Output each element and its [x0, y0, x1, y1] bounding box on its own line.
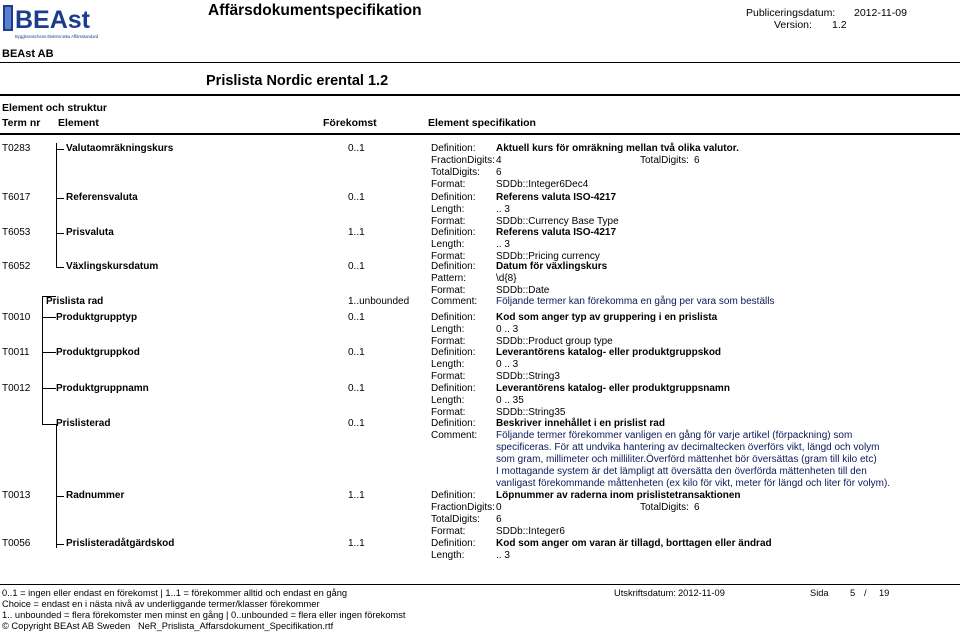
- tree-branch: [56, 149, 64, 150]
- print-date: 2012-11-09: [678, 588, 725, 598]
- tree-branch: [56, 496, 64, 497]
- spec-key: Definition:: [431, 312, 476, 323]
- spec-value: SDDb::String3: [496, 371, 560, 382]
- spec-value: \d{8}: [496, 273, 517, 284]
- spec-key: Comment:: [431, 296, 478, 307]
- spec-value: SDDb::Integer6: [496, 526, 565, 537]
- element-name: Produktgruppkod: [56, 347, 140, 358]
- spec-key: Comment:: [431, 430, 478, 441]
- occurrence: 1..1: [348, 227, 365, 238]
- spec-value: 0 .. 35: [496, 395, 524, 406]
- section-heading: Element och struktur: [2, 102, 108, 114]
- term-number: T0056: [2, 538, 31, 549]
- spec-value: Referens valuta ISO-4217: [496, 192, 617, 203]
- print-date-label: Utskriftsdatum:: [614, 588, 676, 598]
- term-number: T6053: [2, 227, 31, 238]
- spec-key: TotalDigits:: [640, 155, 689, 166]
- spec-value: Leverantörens katalog- eller produktgruppskod: [496, 347, 722, 358]
- spec-value: specificeras. För att undvika hantering av decimaltecken överförs vikt, längd och volym: [496, 442, 880, 453]
- spec-key: Length:: [431, 324, 465, 335]
- spec-key: Length:: [431, 239, 465, 250]
- spec-key: Definition:: [431, 418, 476, 429]
- tree-branch: [42, 317, 56, 318]
- col-occurs: Förekomst: [323, 117, 377, 129]
- spec-key: FractionDigits:: [431, 502, 495, 513]
- spec-key: Length:: [431, 359, 465, 370]
- tree-branch: [42, 352, 56, 353]
- spec-key: Format:: [431, 371, 466, 382]
- element-name: Växlingskursdatum: [66, 261, 159, 272]
- spec-key: Definition:: [431, 143, 476, 154]
- spec-value: 6: [496, 514, 502, 525]
- tree-branch: [42, 388, 56, 389]
- occurrence: 1..1: [348, 538, 365, 549]
- element-name: Prisvaluta: [66, 227, 114, 238]
- spec-value: SDDb::String35: [496, 407, 566, 418]
- occurrence: 0..1: [348, 143, 365, 154]
- spec-value: vanligast förekommande måttenheten (ex kilo för vikt, meter för längd och liter för volym).: [496, 478, 891, 489]
- spec-value: Datum för växlingskurs: [496, 261, 608, 272]
- spec-key: TotalDigits:: [431, 167, 480, 178]
- element-name: Prislisteradåtgärdskod: [66, 538, 175, 549]
- spec-key: Definition:: [431, 538, 476, 549]
- spec-key: Pattern:: [431, 273, 467, 284]
- page-label: Sida: [810, 588, 829, 598]
- spec-key: Definition:: [431, 261, 476, 272]
- spec-value: 0: [496, 502, 502, 513]
- element-name: Prislista rad: [46, 296, 104, 307]
- spec-value: 6: [496, 167, 502, 178]
- element-name: Prislisterad: [56, 418, 111, 429]
- spec-key: Format:: [431, 216, 466, 227]
- table-header-rule: [0, 133, 960, 135]
- spec-key: Definition:: [431, 227, 476, 238]
- term-number: T6017: [2, 192, 31, 203]
- footer-copyright: © Copyright BEAst AB Sweden: [2, 621, 131, 631]
- spec-key: Length:: [431, 550, 465, 561]
- spec-key: Definition:: [431, 347, 476, 358]
- occurrence: 0..1: [348, 418, 365, 429]
- spec-key: Format:: [431, 251, 466, 262]
- spec-value: Beskriver innehållet i en prislist rad: [496, 418, 665, 429]
- tree-vline-2: [42, 296, 43, 425]
- tree-branch: [56, 233, 64, 234]
- element-name: Produktgruppnamn: [56, 383, 149, 394]
- svg-text:BEAst: BEAst: [15, 6, 91, 34]
- col-term: Term nr: [2, 117, 41, 129]
- title-rule: [0, 94, 960, 96]
- tree-branch: [42, 424, 56, 425]
- doc-title: Affärsdokumentspecifikation: [208, 2, 422, 19]
- occurrence: 0..1: [348, 261, 365, 272]
- spec-value: .. 3: [496, 550, 510, 561]
- header-rule: [0, 62, 960, 63]
- spec-key: TotalDigits:: [640, 502, 689, 513]
- spec-value: 0 .. 3: [496, 359, 519, 370]
- spec-value: SDDb::Date: [496, 285, 550, 296]
- footer-legend-2: Choice = endast en i nästa nivå av underliggande termer/klasser förekommer: [2, 599, 320, 609]
- spec-key: Definition:: [431, 490, 476, 501]
- term-number: T0013: [2, 490, 31, 501]
- version-value: 1.2: [832, 19, 847, 31]
- page-number: 5: [850, 588, 856, 598]
- element-name: Produktgrupptyp: [56, 312, 138, 323]
- spec-value: SDDb::Integer6Dec4: [496, 179, 589, 190]
- spec-key: TotalDigits:: [431, 514, 480, 525]
- spec-value: .. 3: [496, 239, 510, 250]
- footer-filename: NeR_Prislista_Affarsdokument_Specifikation.rtf: [138, 621, 334, 631]
- spec-key: FractionDigits:: [431, 155, 495, 166]
- publish-date: 2012-11-09: [854, 7, 907, 19]
- term-number: T0012: [2, 383, 31, 394]
- occurrence: 1..unbounded: [348, 296, 410, 307]
- tree-branch: [56, 544, 64, 545]
- spec-value: SDDb::Product group type: [496, 336, 613, 347]
- spec-key: Format:: [431, 285, 466, 296]
- element-name: Referensvaluta: [66, 192, 138, 203]
- spec-value: Referens valuta ISO-4217: [496, 227, 617, 238]
- spec-key: Format:: [431, 407, 466, 418]
- spec-value: .. 3: [496, 204, 510, 215]
- spec-value: Löpnummer av raderna inom prislistetransaktionen: [496, 490, 741, 501]
- term-number: T0010: [2, 312, 31, 323]
- beast-logo: [2, 2, 110, 42]
- company-name: BEAst AB: [2, 48, 54, 60]
- spec-value: SDDb::Currency Base Type: [496, 216, 619, 227]
- spec-value: Följande termer förekommer vanligen en gång för varje artikel (förpackning) som: [496, 430, 853, 441]
- spec-value: 4: [496, 155, 502, 166]
- footer-legend-1: 0..1 = ingen eller endast en förekomst | 1..1 = förekommer alltid och endast en gång: [2, 588, 348, 598]
- col-spec: Element specifikation: [428, 117, 536, 129]
- page-total: 19: [879, 588, 890, 598]
- occurrence: 0..1: [348, 312, 365, 323]
- occurrence: 1..1: [348, 490, 365, 501]
- occurrence: 0..1: [348, 383, 365, 394]
- page-separator: /: [864, 588, 867, 598]
- spec-value: 6: [694, 155, 700, 166]
- tree-vline-3: [56, 424, 57, 548]
- col-element: Element: [58, 117, 99, 129]
- term-number: T0011: [2, 347, 30, 358]
- spec-key: Length:: [431, 204, 465, 215]
- spec-value: Aktuell kurs för omräkning mellan två olika valutor.: [496, 143, 739, 154]
- spec-value: Kod som anger typ av gruppering i en prislista: [496, 312, 718, 323]
- svg-text:Byggbranschens Elektroniska Af: Byggbranschens Elektroniska Affärsstandard: [15, 34, 99, 39]
- spec-value: Kod som anger om varan är tillagd, borttagen eller ändrad: [496, 538, 772, 549]
- term-number: T0283: [2, 143, 31, 154]
- version-label: Version:: [774, 19, 812, 31]
- spec-value: 0 .. 3: [496, 324, 519, 335]
- occurrence: 0..1: [348, 192, 365, 203]
- spec-key: Definition:: [431, 192, 476, 203]
- spec-value: SDDb::Pricing currency: [496, 251, 600, 262]
- term-number: T6052: [2, 261, 31, 272]
- tree-vline-1: [56, 143, 57, 267]
- tree-branch: [56, 267, 64, 268]
- spec-value: Följande termer kan förekomma en gång per vara som beställs: [496, 296, 775, 307]
- spec-value: I mottagande system är det lämpligt att översätta den överförda mättenheten till den: [496, 466, 867, 477]
- spec-key: Definition:: [431, 383, 476, 394]
- spec-key: Format:: [431, 336, 466, 347]
- element-name: Radnummer: [66, 490, 125, 501]
- footer-rule: [0, 584, 960, 585]
- spec-value: 6: [694, 502, 700, 513]
- occurrence: 0..1: [348, 347, 365, 358]
- spec-key: Format:: [431, 179, 466, 190]
- publish-label: Publiceringsdatum:: [746, 7, 836, 19]
- spec-key: Length:: [431, 395, 465, 406]
- element-name: Valutaomräkningskurs: [66, 143, 174, 154]
- footer-legend-3: 1.. unbounded = flera förekomster men minst en gång | 0..unbounded = flera eller ingen förekomst: [2, 610, 406, 620]
- spec-value: Leverantörens katalog- eller produktgruppsnamn: [496, 383, 730, 394]
- spec-key: Format:: [431, 526, 466, 537]
- message-title: Prislista Nordic erental 1.2: [206, 73, 389, 89]
- tree-branch: [56, 198, 64, 199]
- spec-value: som gram, millimeter och milliliter.Överförd mättenhet bör översättas (gram till kilo etc): [496, 454, 877, 465]
